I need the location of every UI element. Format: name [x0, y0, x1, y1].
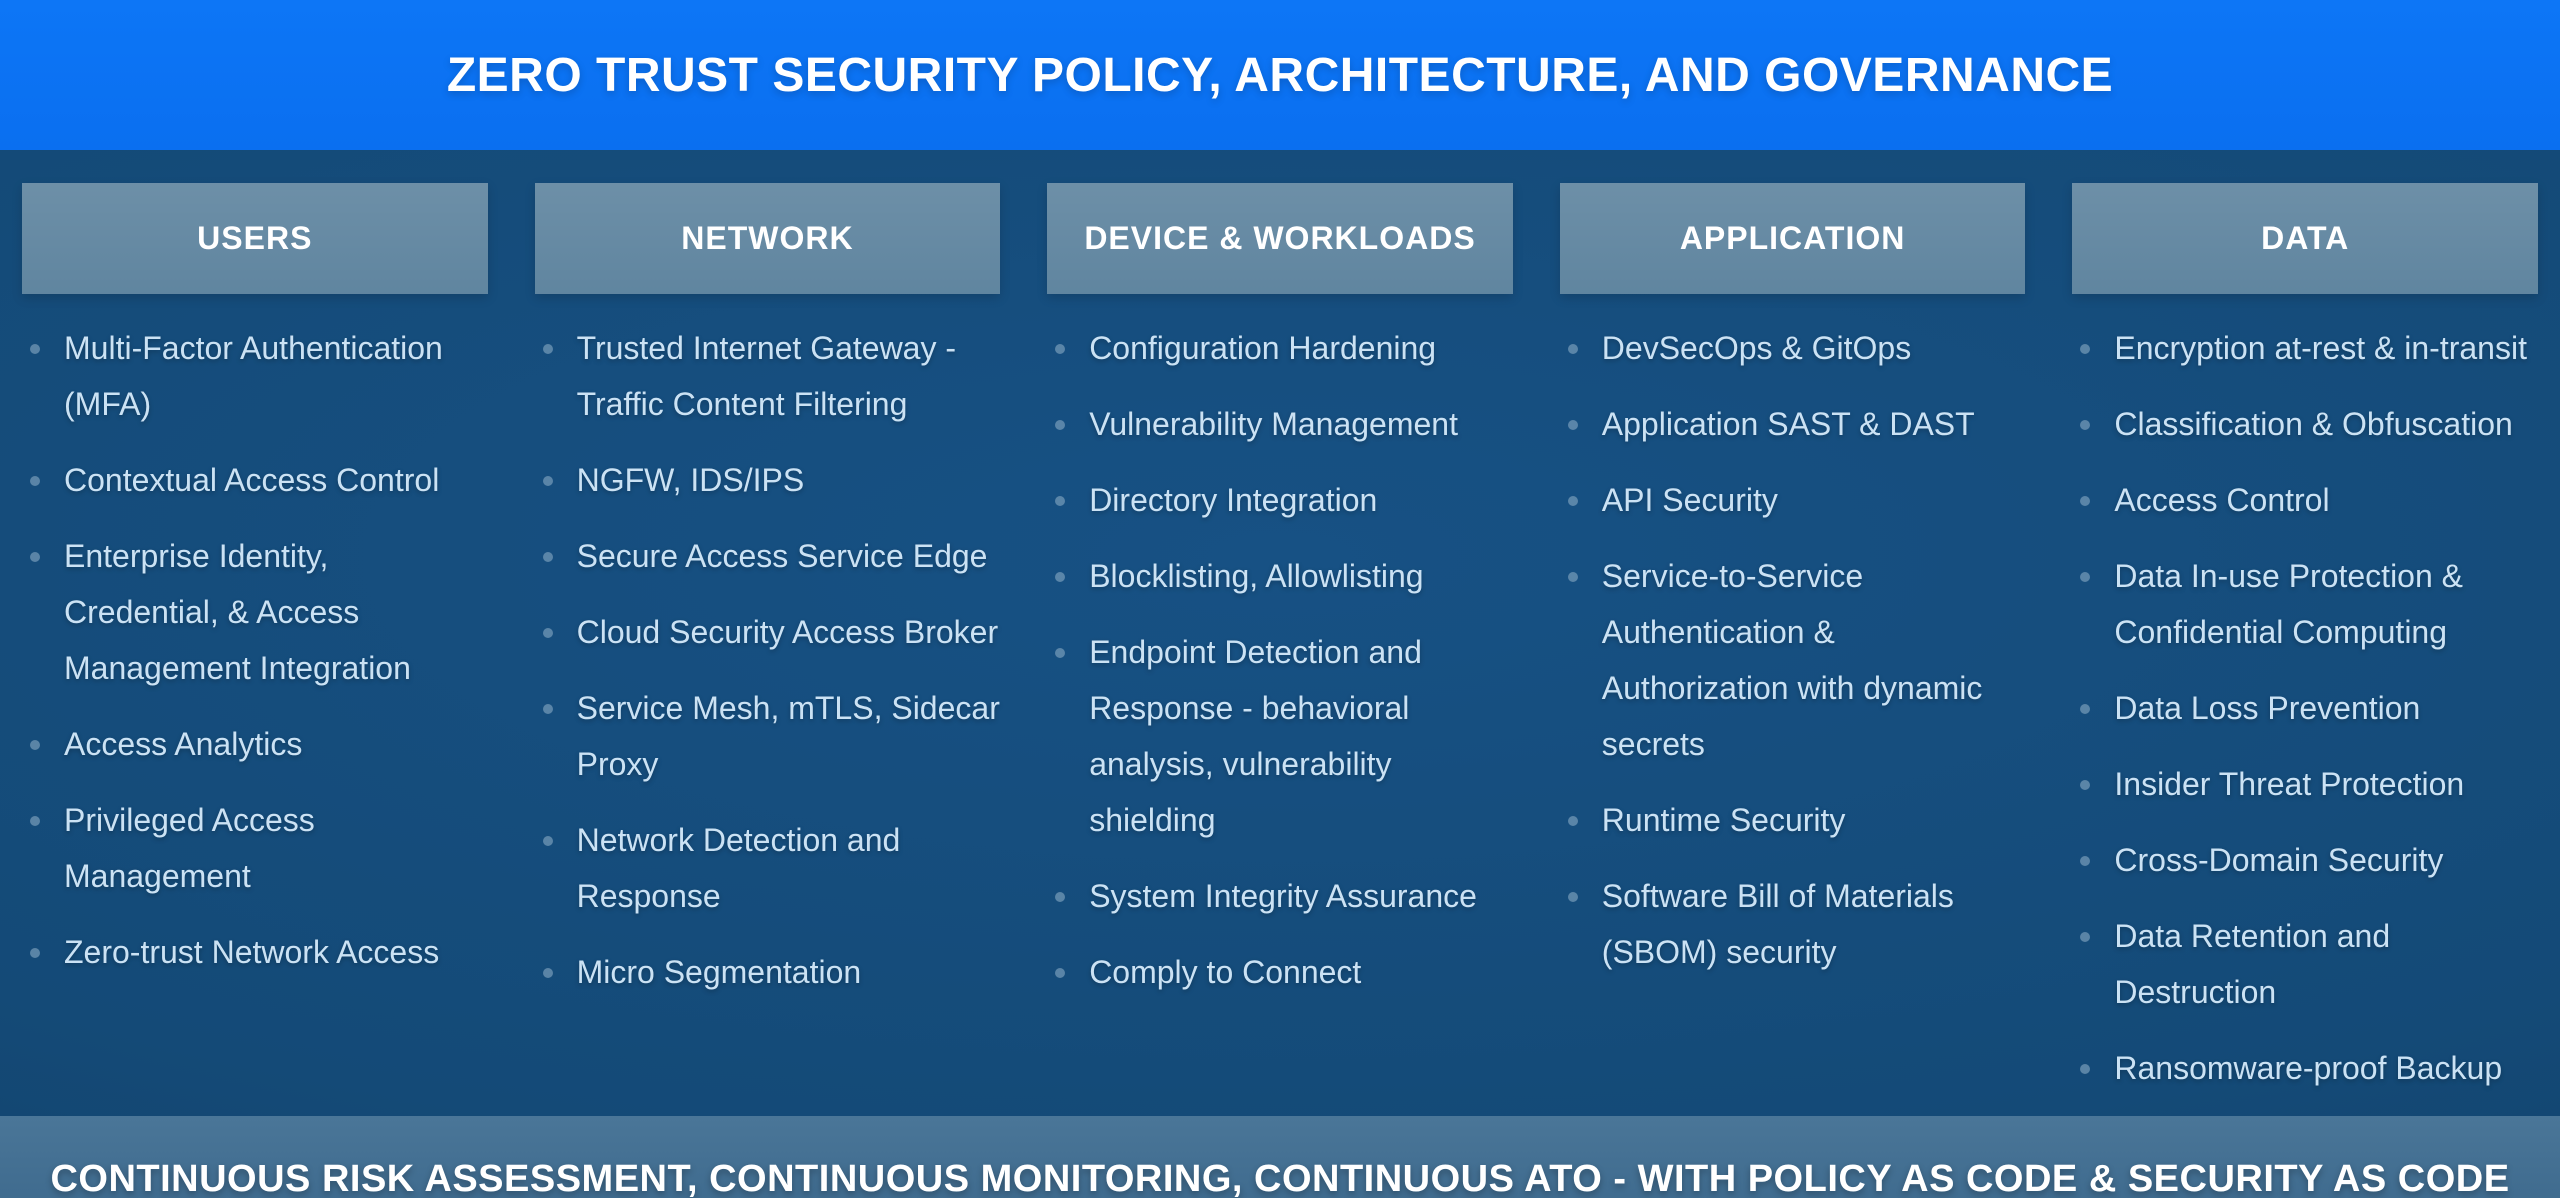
- bullet-dot-icon: [2080, 496, 2090, 506]
- bullet-dot-icon: [2080, 572, 2090, 582]
- column-network: [535, 183, 1001, 1116]
- list-item: [1055, 548, 1513, 604]
- list-item: [543, 528, 1001, 584]
- list-item: [1568, 472, 2026, 528]
- list-item-label: Multi-Factor Authentication (MFA): [64, 330, 443, 422]
- list-item-label: DevSecOps & GitOps: [1601, 330, 1912, 366]
- list-item: [2080, 908, 2538, 1020]
- bullet-dot-icon: [1568, 344, 1578, 354]
- bullet-dot-icon: [1055, 572, 1065, 582]
- bullet-dot-icon: [1055, 496, 1065, 506]
- list-item: [2080, 1040, 2538, 1096]
- list-item-label: System Integrity Assurance: [1089, 878, 1477, 914]
- bullet-dot-icon: [543, 476, 553, 486]
- list-item-label: Comply to Connect: [1089, 954, 1362, 990]
- list-item: [1055, 944, 1513, 1000]
- bullet-dot-icon: [30, 816, 40, 826]
- list-item: [1055, 868, 1513, 924]
- column-data: [2072, 183, 2538, 1116]
- bullet-dot-icon: [30, 476, 40, 486]
- column-header-application: [1560, 183, 2026, 294]
- list-item-label: Micro Segmentation: [576, 954, 862, 990]
- list-item: [30, 528, 488, 696]
- bullet-dot-icon: [2080, 704, 2090, 714]
- list-item: [543, 812, 1001, 924]
- footer-text: CONTINUOUS RISK ASSESSMENT, CONTINUOUS MONITORING, CONTINUOUS ATO - WITH POLICY AS CODE & SECURITY AS CODE: [50, 1157, 2510, 1198]
- list-item-label: Data Loss Prevention: [2114, 690, 2421, 726]
- list-item-label: Vulnerability Management: [1089, 406, 1458, 442]
- column-users: [22, 183, 488, 1116]
- bullet-dot-icon: [2080, 344, 2090, 354]
- list-item: [30, 792, 488, 904]
- bullet-dot-icon: [30, 948, 40, 958]
- list-item: [2080, 756, 2538, 812]
- network-item-list: [535, 320, 1001, 1000]
- list-item-label: Access Analytics: [64, 726, 303, 762]
- list-item-label: Classification & Obfuscation: [2114, 406, 2513, 442]
- bullet-dot-icon: [1055, 648, 1065, 658]
- bullet-dot-icon: [543, 968, 553, 978]
- bullet-dot-icon: [2080, 420, 2090, 430]
- list-item-label: Cloud Security Access Broker: [576, 614, 999, 650]
- list-item: [543, 680, 1001, 792]
- bullet-dot-icon: [1568, 420, 1578, 430]
- list-item: [543, 944, 1001, 1000]
- bullet-dot-icon: [543, 704, 553, 714]
- list-item-label: Network Detection and Response: [576, 822, 901, 914]
- list-item-label: NGFW, IDS/IPS: [576, 462, 805, 498]
- list-item: [2080, 832, 2538, 888]
- column-header-label: APPLICATION: [1679, 220, 1906, 256]
- column-header-label: NETWORK: [681, 220, 854, 256]
- list-item: [1055, 624, 1513, 848]
- bullet-dot-icon: [1055, 344, 1065, 354]
- list-item: [30, 924, 488, 980]
- bullet-dot-icon: [1568, 816, 1578, 826]
- list-item-label: Data In-use Protection & Confidential Computing: [2114, 558, 2463, 650]
- list-item-label: Secure Access Service Edge: [576, 538, 988, 574]
- bullet-dot-icon: [1568, 892, 1578, 902]
- bullet-dot-icon: [30, 552, 40, 562]
- list-item-label: Access Control: [2114, 482, 2330, 518]
- list-item-label: API Security: [1601, 482, 1778, 518]
- list-item: [1055, 472, 1513, 528]
- list-item: [1568, 868, 2026, 980]
- list-item-label: Endpoint Detection and Response - behavioral analysis, vulnerability shielding: [1089, 634, 1422, 838]
- list-item: [1568, 792, 2026, 848]
- column-device-workloads: [1047, 183, 1513, 1116]
- list-item-label: Service-to-Service Authentication & Authorization with dynamic secrets: [1601, 558, 1983, 762]
- list-item: [2080, 396, 2538, 452]
- list-item: [1055, 396, 1513, 452]
- bullet-dot-icon: [30, 740, 40, 750]
- column-header-label: DEVICE & WORKLOADS: [1084, 220, 1476, 256]
- bullet-dot-icon: [1055, 968, 1065, 978]
- bullet-dot-icon: [543, 628, 553, 638]
- column-header-label: DATA: [2261, 220, 2350, 256]
- application-item-list: [1560, 320, 2026, 980]
- list-item: [543, 452, 1001, 508]
- pillars-area: [0, 150, 2560, 1116]
- list-item: [1568, 548, 2026, 772]
- bullet-dot-icon: [1055, 892, 1065, 902]
- page-title: ZERO TRUST SECURITY POLICY, ARCHITECTURE, AND GOVERNANCE: [446, 48, 2114, 102]
- list-item: [1055, 320, 1513, 376]
- list-item-label: Service Mesh, mTLS, Sidecar Proxy: [576, 690, 1000, 782]
- list-item-label: Zero-trust Network Access: [64, 934, 440, 970]
- bullet-dot-icon: [2080, 932, 2090, 942]
- column-header-label: USERS: [197, 220, 313, 256]
- list-item-label: Runtime Security: [1601, 802, 1846, 838]
- device-workloads-item-list: [1047, 320, 1513, 1000]
- bullet-dot-icon: [1568, 496, 1578, 506]
- list-item: [1568, 320, 2026, 376]
- list-item-label: Directory Integration: [1089, 482, 1378, 518]
- list-item-label: Privileged Access Management: [64, 802, 315, 894]
- list-item-label: Blocklisting, Allowlisting: [1089, 558, 1424, 594]
- bullet-dot-icon: [2080, 1064, 2090, 1074]
- list-item-label: Cross-Domain Security: [2114, 842, 2444, 878]
- column-application: [1560, 183, 2026, 1116]
- bullet-dot-icon: [543, 836, 553, 846]
- data-item-list: [2072, 320, 2538, 1096]
- bullet-dot-icon: [543, 552, 553, 562]
- list-item: [30, 320, 488, 432]
- list-item-label: Software Bill of Materials (SBOM) security: [1601, 878, 1954, 970]
- list-item-label: Contextual Access Control: [64, 462, 440, 498]
- list-item: [2080, 680, 2538, 736]
- column-header-data: [2072, 183, 2538, 294]
- list-item-label: Application SAST & DAST: [1601, 406, 1975, 442]
- list-item: [543, 604, 1001, 660]
- list-item-label: Data Retention and Destruction: [2114, 918, 2391, 1010]
- column-header-network: [535, 183, 1001, 294]
- column-header-device-workloads: [1047, 183, 1513, 294]
- column-header-users: [22, 183, 488, 294]
- bullet-dot-icon: [2080, 856, 2090, 866]
- list-item-label: Trusted Internet Gateway - Traffic Content Filtering: [576, 330, 957, 422]
- list-item: [30, 452, 488, 508]
- users-item-list: [22, 320, 488, 980]
- title-banner: [0, 0, 2560, 150]
- list-item-label: Configuration Hardening: [1089, 330, 1437, 366]
- list-item-label: Ransomware-proof Backup: [2114, 1050, 2503, 1086]
- list-item: [2080, 320, 2538, 376]
- list-item: [2080, 548, 2538, 660]
- list-item: [30, 716, 488, 772]
- list-item: [1568, 396, 2026, 452]
- bullet-dot-icon: [1055, 420, 1065, 430]
- bullet-dot-icon: [543, 344, 553, 354]
- list-item-label: Enterprise Identity, Credential, & Access Management Integration: [64, 538, 411, 686]
- bullet-dot-icon: [2080, 780, 2090, 790]
- list-item-label: Insider Threat Protection: [2114, 766, 2465, 802]
- bullet-dot-icon: [1568, 572, 1578, 582]
- footer-banner: [0, 1116, 2560, 1198]
- list-item: [2080, 472, 2538, 528]
- list-item-label: Encryption at-rest & in-transit: [2114, 330, 2527, 366]
- list-item: [543, 320, 1001, 432]
- bullet-dot-icon: [30, 344, 40, 354]
